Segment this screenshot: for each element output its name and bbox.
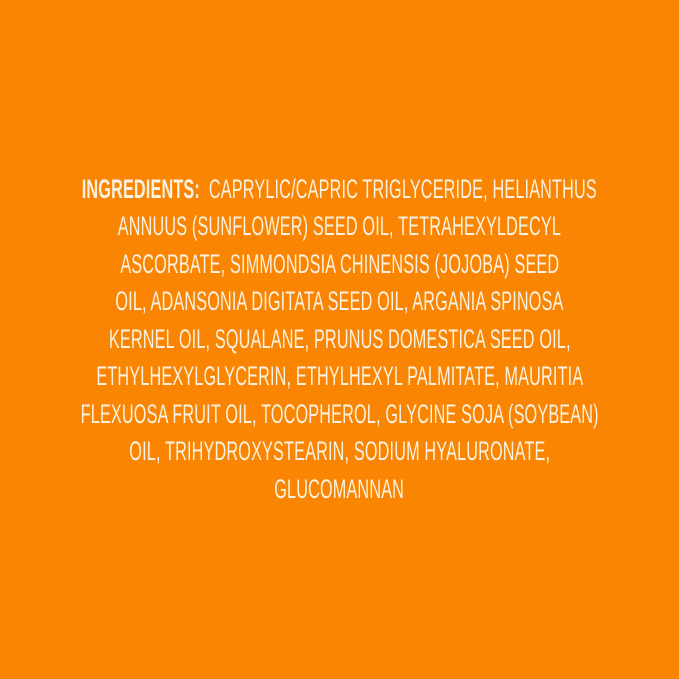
ingredients-line: ASCORBATE, SIMMONDSIA CHINENSIS (JOJOBA) SEED <box>120 248 559 279</box>
ingredients-line: ANNUUS (SUNFLOWER) SEED OIL, TETRAHEXYLDECYL <box>117 211 562 242</box>
ingredients-line: GLUCOMANNAN <box>274 473 405 504</box>
ingredients-label: INGREDIENTS: <box>81 173 201 204</box>
ingredients-line <box>82 171 597 209</box>
ingredients-line-text: CAPRYLIC/CAPRIC TRIGLYCERIDE, HELIANTHUS <box>209 173 598 204</box>
ingredients-line: KERNEL OIL, SQUALANE, PRUNUS DOMESTICA SEED OIL, <box>108 323 571 354</box>
ingredients-line: OIL, TRIHYDROXYSTEARIN, SODIUM HYALURONATE, <box>129 436 550 467</box>
ingredients-line: ETHYLHEXYLGLYCERIN, ETHYLHEXYL PALMITATE, MAURITIA <box>95 361 584 392</box>
ingredients-line: OIL, ADANSONIA DIGITATA SEED OIL, ARGANIA SPINOSA <box>115 286 564 317</box>
ingredients-line: FLEXUOSA FRUIT OIL, TOCOPHEROL, GLYCINE SOJA (SOYBEAN) <box>80 398 599 429</box>
